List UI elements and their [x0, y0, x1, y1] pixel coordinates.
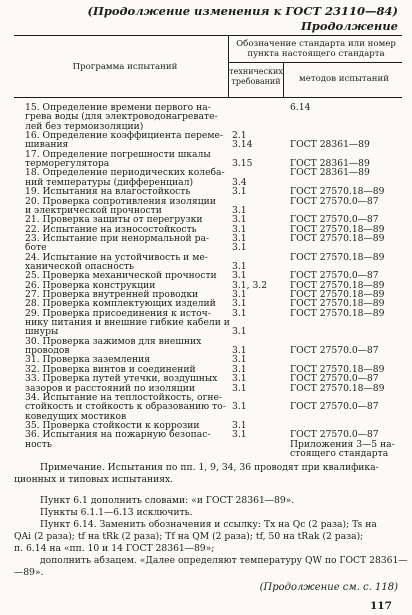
row-test-name: 27. Проверка внутренней проводки [25, 289, 199, 300]
row-technical-req: 3.1, 3.2 [232, 279, 268, 291]
header-subgroup-rule [228, 62, 402, 63]
row-technical-req: 3.1 [232, 242, 247, 254]
table-top-rule [14, 35, 402, 36]
row-technical-req: 3.4 [232, 176, 247, 188]
row-test-name: 32. Проверка винтов и соединений [25, 363, 196, 375]
row-test-name: 18. Определение периодических колеба- [25, 167, 225, 179]
row-test-name: 21. Проверка защиты от перегрузки [25, 214, 203, 226]
col-standard-group-header: Обозначение стандарта или номер пункта настоящего стандарта [236, 39, 396, 59]
vertical-divider-left [228, 35, 229, 97]
row-test-name: нику питания и внешние гибкие кабели и [25, 317, 230, 329]
row-test-name: 20. Проверка сопротивления изоляции [25, 195, 216, 207]
row-technical-req: 3.1 [232, 354, 247, 366]
row-technical-req: 3.1 [232, 345, 247, 357]
row-test-method: ГОСТ 27570.18—89 [290, 279, 385, 291]
row-test-name: зазоров и расстояний по изоляции [25, 382, 195, 394]
row-technical-req: 3.14 [232, 139, 253, 151]
row-test-name: ханической опасность [25, 260, 135, 272]
row-technical-req: 3.1 [232, 382, 247, 394]
row-technical-req: 3.1 [232, 214, 247, 226]
row-test-method: стоящего стандарта [290, 447, 389, 459]
note-line-7: п. 6.14 на «пп. 10 и 14 ГОСТ 28361—89»; [14, 543, 215, 554]
row-test-method: ГОСТ 27570.0—87 [290, 214, 379, 226]
row-test-name: шнуры [25, 326, 59, 338]
row-test-name: 33. Проверка путей утечки, воздушных [25, 373, 218, 385]
row-test-name: 19. Испытания на влагостойкость [25, 186, 191, 198]
row-technical-req: 3.1 [232, 232, 247, 244]
row-test-name: 31. Проверка заземления [25, 354, 150, 366]
row-test-name: 23. Испытание при ненормальной ра- [25, 232, 210, 244]
note-line-9: —89». [14, 567, 44, 578]
row-technical-req: 3.1 [232, 363, 247, 375]
row-test-method: ГОСТ 27570.18—89 [290, 363, 385, 375]
row-technical-req: 3.1 [232, 298, 247, 310]
note-line-1: Примечание. Испытания по пп. 1, 9, 34, 36 проводят при квалифика- [40, 462, 379, 473]
note-line-3: Пункт 6.1 дополнить словами: «и ГОСТ 28361—89». [40, 495, 295, 506]
continuation-header: (Продолжение изменения к ГОСТ 23110—84) [87, 4, 398, 18]
row-test-name: проводов [25, 345, 70, 357]
row-technical-req: 3.1 [232, 260, 247, 272]
row-test-method: ГОСТ 27570.0—87 [290, 401, 379, 413]
continued-note: (Продолжение см. с. 118) [259, 582, 398, 593]
row-technical-req: 3.1 [232, 223, 247, 235]
row-technical-req: 3.1 [232, 186, 247, 198]
row-test-name: 22. Испытание на износостойкость [25, 223, 197, 235]
row-technical-req: 3.1 [232, 429, 247, 441]
row-test-name: 30. Проверка зажимов для внешних [25, 335, 202, 347]
row-technical-req: 3.1 [232, 401, 247, 413]
row-technical-req: 3.1 [232, 307, 247, 319]
row-test-name: 16. Определение коэффициента переме- [25, 130, 224, 142]
col-methods-header: методов испытаний [299, 74, 389, 84]
row-technical-req: 3.1 [232, 289, 247, 300]
row-test-name: 29. Проверка присоединения к источ- [25, 307, 211, 319]
row-test-name: шивания [25, 139, 69, 151]
row-test-name: 25. Проверка механической прочности [25, 270, 217, 282]
row-test-name: коведущих мостиков [25, 410, 127, 422]
row-test-name: 28. Проверка комплектующих изделий [25, 298, 216, 310]
row-test-name: терморегулятора [25, 158, 110, 170]
row-technical-req: 3.1 [232, 419, 247, 431]
section-header: Продолжение [300, 19, 398, 33]
note-line-2: ционных и типовых испытаниях. [14, 474, 174, 485]
row-test-method: ГОСТ 27570.18—89 [290, 307, 385, 319]
row-test-method: ГОСТ 27570.0—87 [290, 345, 379, 357]
note-line-6: QAi (2 раза); tf на tRk (2 раза); Tf на QM (2 раза); tf, 50 на tRak (2 раза); [14, 531, 364, 542]
row-test-name: 26. Проверка конструкции [25, 279, 156, 291]
note-line-8: дополнить абзацем. «Далее определяют температуру QW по ГОСТ 28361— [40, 555, 408, 566]
row-test-method: ГОСТ 28361—89 [290, 158, 370, 170]
row-test-name: лей без термоизоляции) [25, 120, 144, 132]
row-technical-req: 2.1 [232, 130, 247, 142]
row-technical-req: 3.15 [232, 158, 253, 170]
row-test-method: ГОСТ 27570.18—89 [290, 251, 385, 263]
note-line-5: Пункт 6.14. Заменить обозначения и ссылку: Tх на Qс (2 раза); Ts на [40, 519, 377, 530]
row-test-name: 17. Определение погрешности шкалы [25, 148, 211, 160]
row-test-name: стойкость и стойкость к образованию то- [25, 401, 226, 413]
row-test-name: 24. Испытание на устойчивость и ме- [25, 251, 208, 263]
row-test-name: ность [25, 438, 52, 450]
row-test-method: Приложения 3—5 на- [290, 438, 395, 450]
row-test-name: боте [25, 242, 47, 254]
row-test-method: ГОСТ 27570.0—87 [290, 373, 379, 385]
note-line-4: Пункты 6.1.1—6.13 исключить. [40, 507, 193, 518]
row-test-method: ГОСТ 27570.18—89 [290, 186, 385, 198]
row-test-method: ГОСТ 27570.18—89 [290, 223, 385, 235]
row-test-method: ГОСТ 27570.0—87 [290, 195, 379, 207]
row-test-method: ГОСТ 28361—89 [290, 167, 370, 179]
table-header-bottom-rule [14, 97, 402, 98]
row-test-method: ГОСТ 27570.0—87 [290, 270, 379, 282]
row-test-method: ГОСТ 27570.18—89 [290, 232, 385, 244]
page-number: 117 [370, 600, 392, 612]
row-test-method: ГОСТ 27570.18—89 [290, 298, 385, 310]
row-test-name: 35. Проверка стойкости к коррозии [25, 419, 200, 431]
row-technical-req: 3.1 [232, 373, 247, 385]
row-test-method: ГОСТ 27570.0—87 [290, 429, 379, 441]
col-technical-header: технических требований [229, 67, 283, 86]
row-test-method: ГОСТ 28361—89 [290, 139, 370, 151]
row-technical-req: 3.1 [232, 270, 247, 282]
row-test-method: ГОСТ 27570.18—89 [290, 382, 385, 394]
vertical-divider-mid [283, 62, 284, 97]
row-test-name: 15. Определение времени первого на- [25, 102, 211, 113]
row-test-name: 34. Испытание на теплостойкость, огне- [25, 391, 223, 403]
row-test-name: 36. Испытания на пожарную безопас- [25, 429, 211, 441]
row-test-name: и электрической прочности [25, 204, 162, 216]
row-test-method: ГОСТ 27570.18—89 [290, 289, 385, 300]
row-technical-req: 3.1 [232, 326, 247, 338]
col-program-header: Программа испытаний [72, 62, 178, 72]
row-test-name: грева воды (для электроводонагревате- [25, 111, 218, 123]
row-test-name: ний температуры (дифференциал) [25, 176, 194, 188]
row-test-method: 6.14 [290, 102, 311, 113]
row-technical-req: 3.1 [232, 204, 247, 216]
